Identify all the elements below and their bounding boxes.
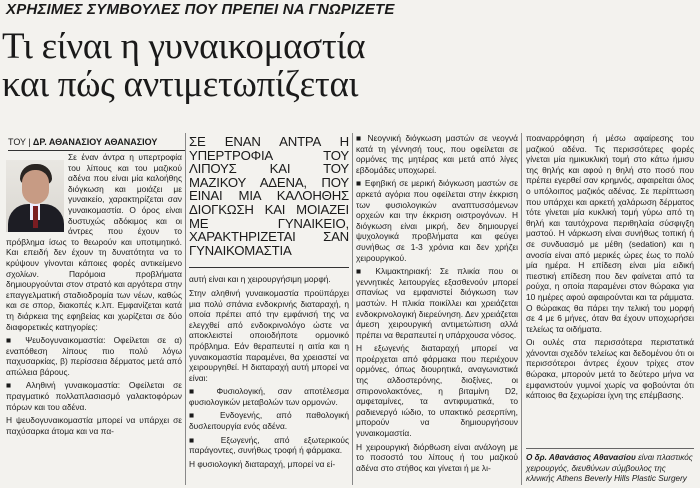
article-kicker: ΧΡΗΣΙΜΕΣ ΣΥΜΒΟΥΛΕΣ ΠΟΥ ΠΡΕΠΕΙ ΝΑ ΓΝΩΡΙΖΕΤΕ — [6, 1, 395, 18]
paragraph: Σε έναν άντρα η υπερτροφία του λίπους και του μαζικού αδένα που είναι μία καλοήθης διόγκωση και μοιάζει με γυναικείο, χαρακτηρίζεται σαν γυναικομαστία. Ο όρος είναι δυστυχώς αδόκιμος και οι άντρες που έχουν το πρόβλημα ίσως το θεωρούν και υποτιμητικό. Και επειδή δεν έχουν τη δυνατότητα να το κρύψουν γίνονται κάποιες φορές αντικείμενο σχολίων. Παρόμοια προβλήματα δημιουργούνται στον στρατό και αργότερα στην επαγγελματική σταδιοδρομία των νέων, καθώς και σε σπορ, διακοπές κ.λπ. Εμφανίζεται κατά τη διάρκεια της εφηβείας και χωρίζεται σε δύο διαφορετικές κατηγορίες: — [6, 152, 182, 332]
title-line-1: Τι είναι η γυναικομαστία — [2, 26, 366, 67]
paragraph: Η φυσιολογική διαταραχή, μπορεί να εί- — [189, 458, 336, 469]
byline-author: ΔΡ. ΑΘΑΝΑΣΙΟΥ ΑΘΑΝΑΣΙΟΥ — [32, 137, 158, 147]
column-divider — [352, 133, 353, 485]
paragraph: Η ψευδογυναικομαστία μπορεί να υπάρχει σε παχύσαρκα άτομα και να πα- — [6, 415, 182, 436]
column-4 — [526, 133, 694, 401]
paragraph: ποαναρρόφηση ή μέσω αφαίρεσης του μαζικού αδένα. Τις περισσότερες φορές γίνεται μία ημικυκλική τομή στο κάτω ήμισυ της θηλής και αφού η θηλή στο ποσό που πρέπει εγερθεί σαν κρημνός, αφαιρείται όλος ο υπόλοιπος μαζικός αδένας. Σε περίπτωση που υπάρχει και αρκετή χαλάρωση δέρματος τότε γίνεται μία κυκλική τομή γύρω από τη θηλή και ταυτόχρονα περιθηλαία σύσφιγξη μαστού. Η νάρκωση είναι συνήθως τοπική ή σε συνδυασμό με μέθη (sedation) και η ανοσία είναι από μερικές ώρες έως το πολύ μία ημέρα. Η επίδεση είναι μία ειδική πιεστική επίδεση που δεν φαίνεται από τα ρούχα, η οποία παραμένει στον θώρακα για 10 ημέρες αφού αφαιρούνται και τα ράμματα. Ο θώρακας θα πάρει την τελική του μορφή σε 4 με 6 μήνες, όταν θα έχουν υποχωρήσει τελείως τα οιδήματα. — [526, 133, 694, 334]
paragraph: ■ Ψευδογυναικομαστία: Οφείλεται σε α) εναπόθεση λίπους πιο πολύ λόγω παχυσαρκίας, β) περίσσεια δέρματος μετά από απώλεια βάρους. — [6, 335, 182, 377]
column-3 — [356, 133, 518, 473]
caption-text: είναι πλαστικός χειρουργός, διευθύνων σύμβουλος της κλινικής Athens Beverly Hills Plastic Surgery — [526, 453, 693, 483]
paragraph: Στην αληθινή γυναικομαστία προϋπάρχει μια πολύ σπάνια ενδοκρινής διαταραχή, η οποία πρέπει από την εμφάνισή της να ελεγχθεί από ενδοκρινολόγο ώστε να αποκλειστεί οποιοδήποτε ορμονικό πρόβλημα. Εάν θεραπευτεί η αιτία και η γυναικομαστία παραμένει, θα χρειαστεί να χειρουργηθεί. Η διαταραχή αυτή μπορεί να είναι: — [189, 287, 349, 383]
paragraph: αυτή είναι και η χειρουργήσιμη μορφή. — [189, 274, 331, 285]
author-caption — [526, 448, 694, 485]
title-line-2: και πώς αντιμετωπίζεται — [2, 64, 359, 105]
paragraph: ■ Νεογνική διόγκωση μαστών σε νεογνά κατά τη γέννησή τους, που οφείλεται σε ορμόνες της μητέρας και μετά από λίγες εβδομάδες υποχωρεί. — [356, 133, 518, 175]
paragraph: Η εξωγενής διαταραχή μπορεί να προέρχεται από φάρμακα που περιέχουν ορμόνες, όπως διουρητικά, αναγωνιστικά της αλδοστερόνης, διοξίνες, οι σπιρονολακτόνες, η βιταμίνη D2, αμφεταμίνες, τα αντιφυματικά, το ραδιενεργό ιώδιο, το υπακτικό ρεσερπίνη, μπορούν να δημιουργήσουν γυναικομαστία. — [356, 343, 518, 439]
byline — [8, 137, 157, 147]
paragraph: Οι ουλές στα περισσότερα περιστατικά χάνονται σχεδόν τελείως και δεδομένου ότι οι περισσότεροι άντρες έχουν τρίχες στον θώρακα, μπορούν μετά το δεύτερο μήνα να εμφανιστούν γυμνοί χωρίς να φοβούνται ότι κάποιος θα ξεχωρίσει ίχνη της επέμβασης. — [526, 337, 694, 401]
paragraph: ■ Εφηβική σε μερική διόγκωση μαστών σε αρκετά αγόρια που οφείλεται στην έκκριση των φυσιολογικών αναπτυσσόμενων ορχεών και την έκκριση οιστρογόνων. Η διόγκωση είναι μικρή, δεν δημιουργεί ψυχολογικά προβλήματα και φεύγει συνήθως σε 1-3 χρόνια και δεν χρήζει χειρουργικού. — [356, 178, 518, 263]
pull-quote: ΣΕ ΕΝΑΝ ΑΝΤΡΑ Η ΥΠΕΡΤΡΟΦΙΑ ΤΟΥ ΛΙΠΟΥΣ ΚΑΙ ΤΟΥ ΜΑΖΙΚΟΥ ΑΔΕΝΑ, ΠΟΥ ΕΙΝΑΙ ΜΙΑ ΚΑΛΟΗΘΗΣ ΔΙΟΓΚΩΣΗ ΚΑΙ ΜΟΙΑΖΕΙ ΜΕ ΓΥΝΑΙΚΕΙΟ, ΧΑΡΑΚΤΗΡΙΖΕΤΑΙ ΣΑΝ ΓΥΝΑΙΚΟΜΑΣΤΙΑ — [189, 134, 349, 258]
pull-quote-rule — [189, 267, 349, 268]
paragraph: Η χειρουργική διόρθωση είναι ανάλογη με το ποσοστό του λίπους ή του μαζικού αδένα στο στήθος και γίνεται ή με λι- — [356, 441, 518, 473]
photo-wrap-space — [6, 152, 68, 236]
caption-author: Ο δρ. Αθανάσιος Αθανασίου — [526, 453, 636, 462]
column-divider — [185, 133, 186, 485]
byline-rule — [8, 150, 186, 151]
paragraph: ■ Αληθινή γυναικομαστία: Οφείλεται σε πραγματικό πολλαπλασιασμό γαλακτοφόρων πόρων και του αδένα. — [6, 380, 182, 412]
paragraph: ■ Εξωγενής, από εξωτερικούς παράγοντες, συνήθως τροφή ή φάρμακα. — [189, 434, 349, 456]
paragraph: ■ Φυσιολογική, σαν αποτέλεσμα φυσιολογικών μεταβολών των ορμονών. — [189, 386, 349, 407]
article-title — [2, 28, 462, 104]
paragraph: ■ Κλιμακτηριακή: Σε πλικία που οι γεννητικές λειτουργίες εξασθενούν μπορεί σπανίως να εμφανιστεί διόγκωση των μαστών. Η πλικία ποικίλλει και χρειάζεται ενδοκρινολογική διερεύνηση. Δεν χρειάζεται άμεση χειρουργική αντιμετώπιση αλλά πρέπει να θεραπευτεί η υπάρχουσα νόσος. — [356, 266, 518, 340]
byline-prefix: ΤΟΥ | — [8, 137, 31, 147]
column-1 — [6, 152, 182, 436]
column-divider — [521, 133, 522, 485]
paragraph: ■ Ενδογενής, από παθολογική δυσλειτουργία ενός αδένα. — [189, 410, 349, 432]
column-2 — [189, 133, 349, 469]
